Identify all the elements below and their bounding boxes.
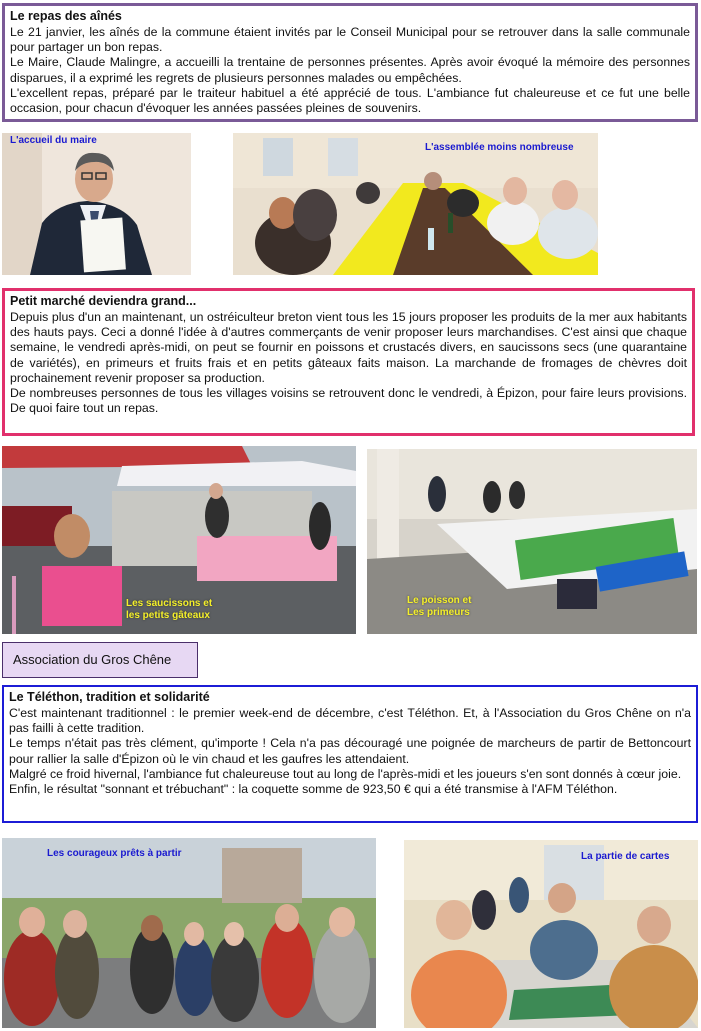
caption-line: Le poisson et bbox=[407, 595, 472, 606]
article-repas-aines bbox=[2, 3, 698, 122]
caption-line: Les primeurs bbox=[407, 607, 470, 618]
caption-assemblee: L'assemblée moins nombreuse bbox=[425, 142, 574, 153]
paragraph: L'excellent repas, préparé par le traiteur habituel a été apprécié de tous. L'ambiance fut chaleureuse et ce fut une belle occasion, pour chacun d'évoquer les années passées pleines de souvenirs. bbox=[10, 85, 690, 116]
photo-card-game bbox=[404, 840, 698, 1028]
caption-poisson bbox=[407, 595, 471, 619]
paragraph: Le temps n'était pas très clément, qu'importe ! Cela n'a pas découragé une poignée de marcheurs de partir de Bettoncourt pour rallier la salle d'Épizon où le vin chaud et les gaufres les attendaient. bbox=[9, 736, 691, 766]
paragraph: C'est maintenant traditionnel : le premier week-end de décembre, c'est Téléthon. Et, à l'Association du Gros Chêne on n'a pas failli à cette tradition. bbox=[9, 706, 691, 736]
photo-produce bbox=[367, 449, 697, 634]
article-title: Petit marché deviendra grand... bbox=[10, 294, 197, 308]
paragraph: Depuis plus d'un an maintenant, un ostréiculteur breton vient tous les 15 jours proposer les produits de la mer aux habitants des hauts pays. Ceci a donné l'idée à d'autres commerçants de venir proposer leurs marchandises. C'est ainsi que chaque semaine, le vendredi après-midi, on peut se fournir en poissons et crustacés divers, en saucissons secs (une quarantaine de variétés), en primeurs et fruits frais et en petits gâteaux faits maison. La marchande de fromages de chèvres doit prochainement revenir proposer sa production. bbox=[10, 310, 687, 385]
paragraph: De nombreuses personnes de tous les villages voisins se retrouvent donc le vendredi, à Épizon, pour faire leurs provisions. De quoi faire tout un repas. bbox=[10, 386, 687, 416]
caption-accueil-maire: L'accueil du maire bbox=[10, 135, 97, 146]
association-label: Association du Gros Chêne bbox=[2, 642, 198, 678]
article-telethon bbox=[2, 685, 698, 823]
article-petit-marche bbox=[2, 288, 695, 436]
paragraph: Le Maire, Claude Malingre, a accueilli la trentaine de personnes présentes. Après avoir évoqué la mémoire des personnes disparues, il a exprimé les regrets de plusieurs personnes malades ou empêchées. bbox=[10, 55, 690, 85]
photo-mayor bbox=[2, 133, 191, 275]
caption-line: les petits gâteaux bbox=[126, 610, 210, 621]
caption-partie-cartes: La partie de cartes bbox=[581, 851, 670, 862]
caption-saucissons bbox=[126, 598, 212, 622]
article-title: Le Téléthon, tradition et solidarité bbox=[9, 690, 210, 704]
caption-courageux: Les courageux prêts à partir bbox=[47, 848, 182, 859]
photo-assembly bbox=[233, 133, 598, 275]
article-title: Le repas des aînés bbox=[10, 9, 122, 23]
photo-market-stall bbox=[2, 446, 356, 634]
caption-line: Les saucissons et bbox=[126, 598, 213, 609]
paragraph: Malgré ce froid hivernal, l'ambiance fut chaleureuse tout au long de l'après-midi et les joueurs s'en sont donnés à cœur joie. bbox=[9, 766, 682, 781]
paragraph: Le 21 janvier, les aînés de la commune étaient invités par le Conseil Municipal pour se retrouver dans la salle communale pour partager un bon repas. bbox=[10, 25, 690, 55]
paragraph: Enfin, le résultat "sonnant et trébuchant" : la coquette somme de 923,50 € qui a été transmise à l'AFM Téléthon. bbox=[9, 782, 618, 797]
photo-walkers bbox=[2, 838, 376, 1028]
